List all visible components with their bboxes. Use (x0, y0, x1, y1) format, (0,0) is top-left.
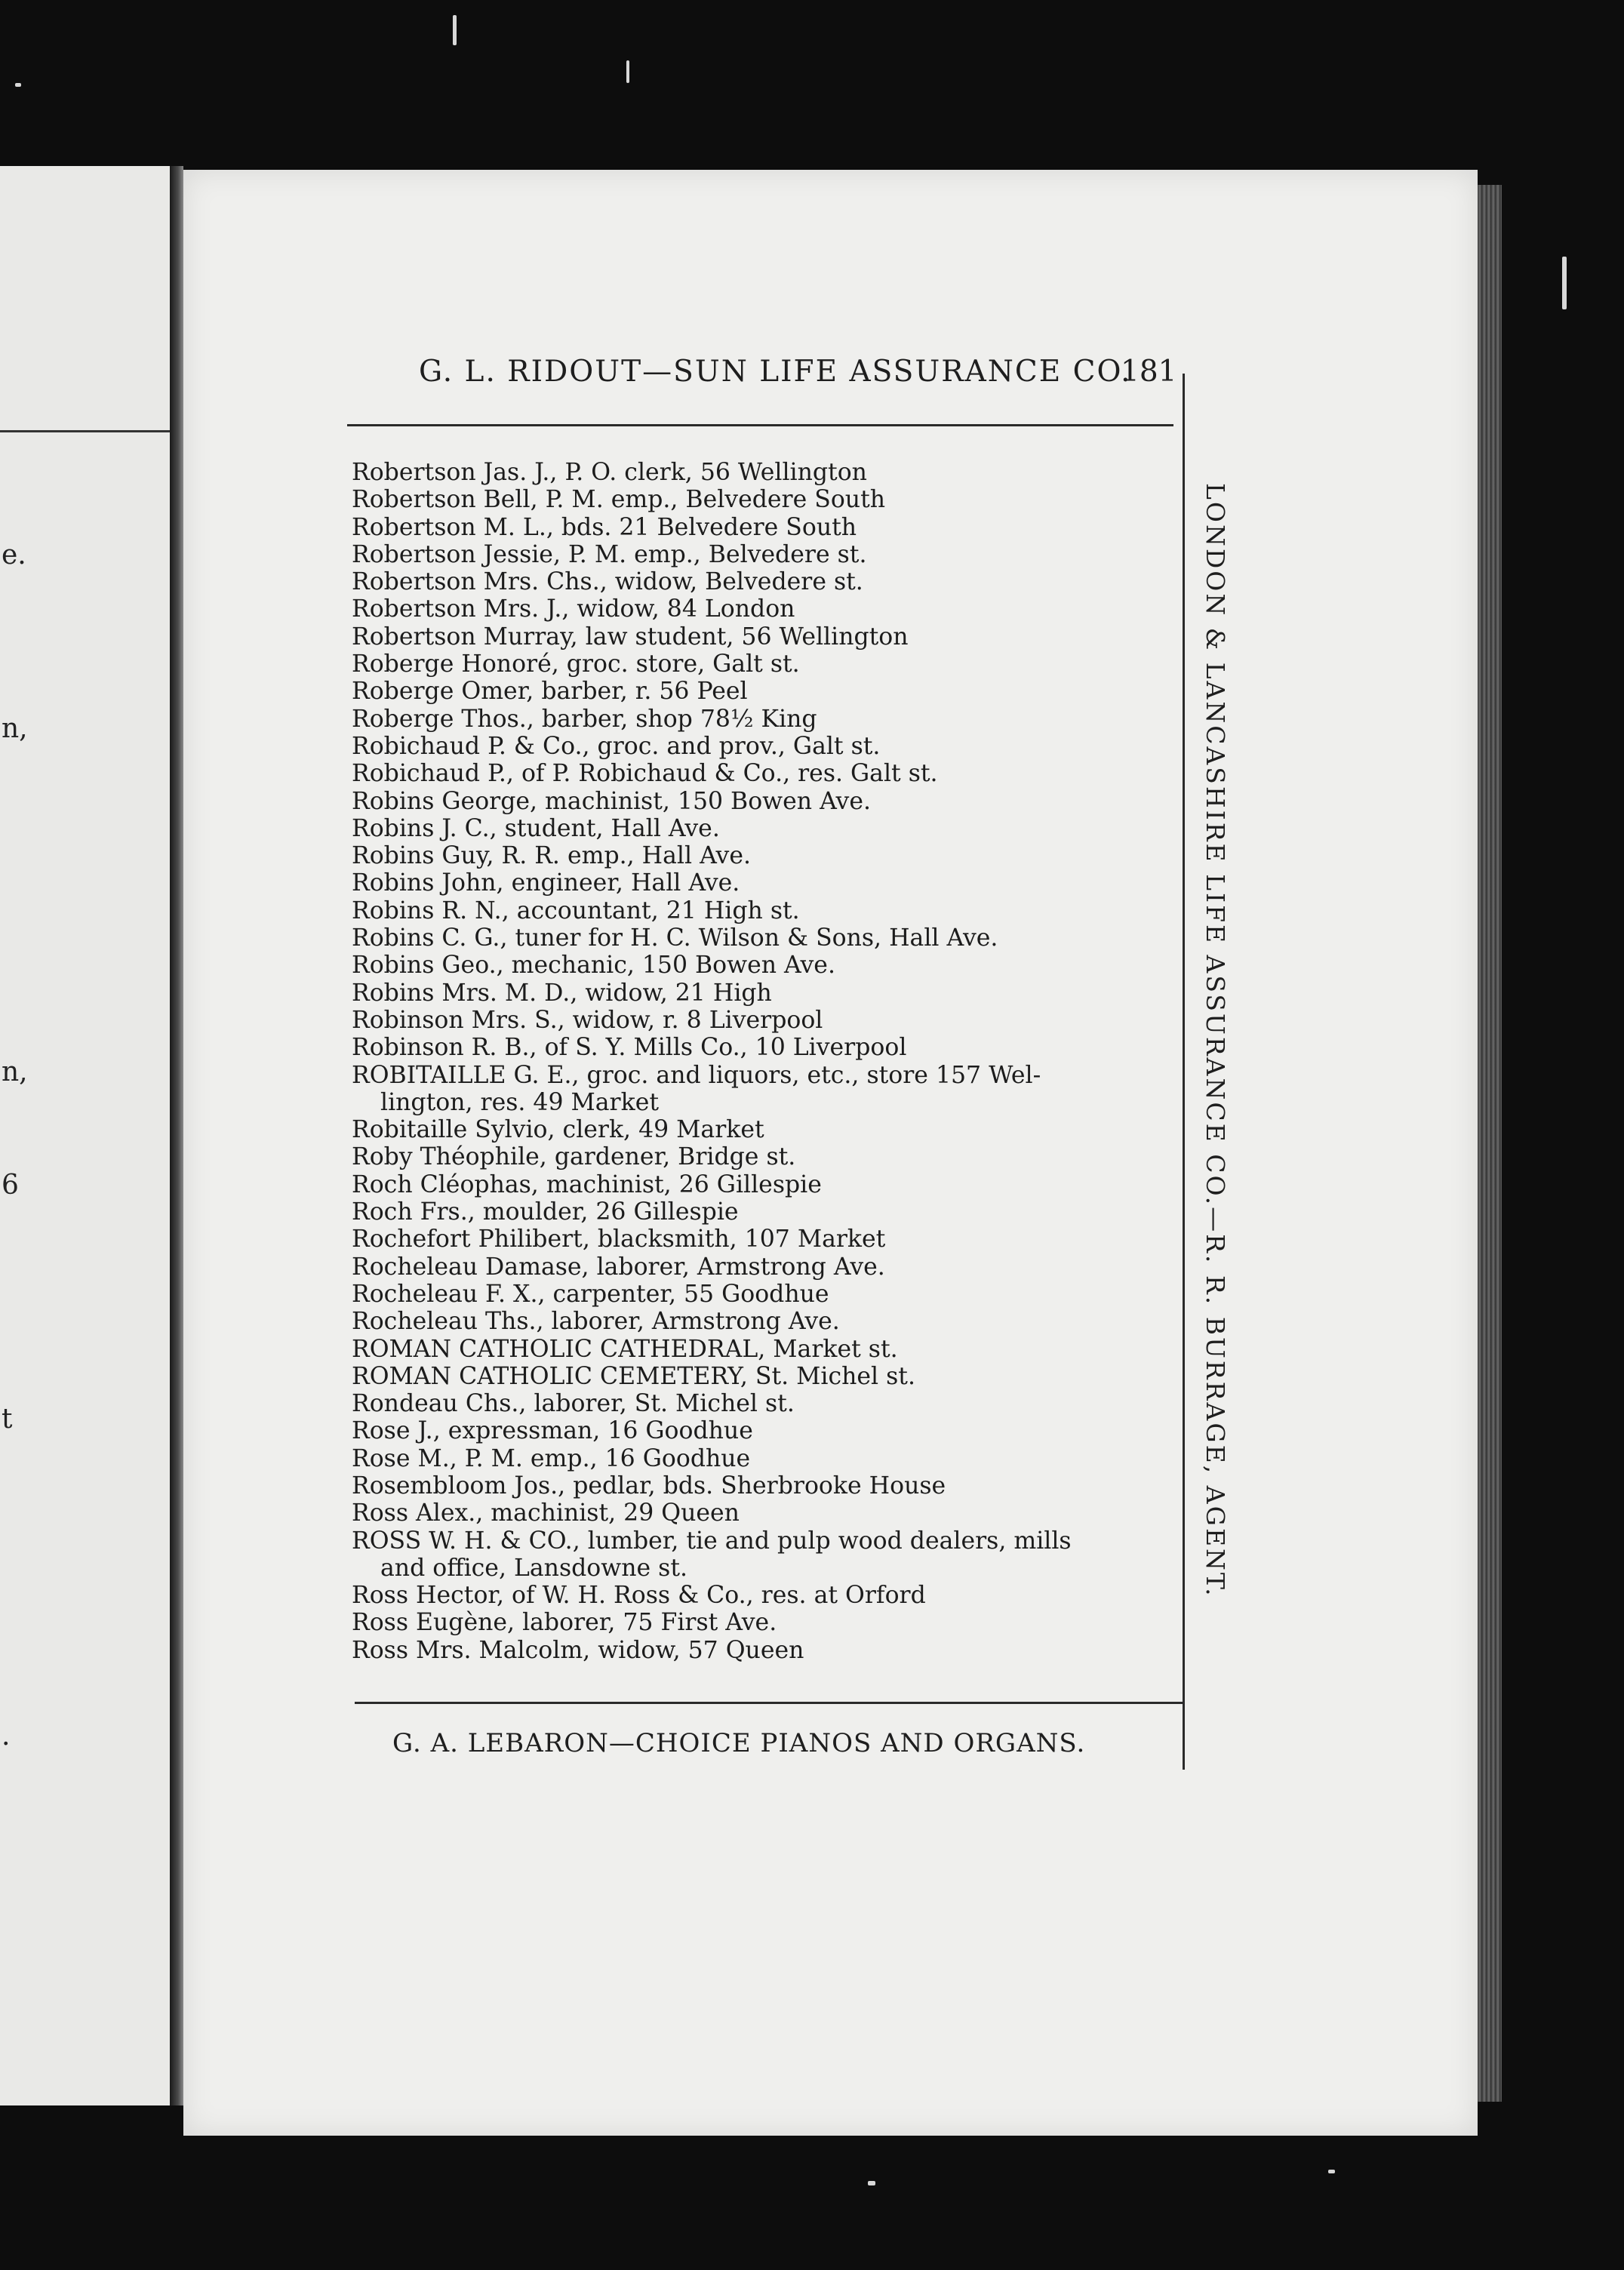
dust-speck (868, 2181, 875, 2185)
dust-speck (453, 15, 457, 45)
directory-entry: Robins J. C., student, Hall Ave. (352, 814, 720, 842)
directory-entry: Robertson Mrs. J., widow, 84 London (352, 595, 795, 623)
directory-entry-continuation: lington, res. 49 Market (380, 1088, 660, 1116)
dust-speck (15, 83, 21, 87)
directory-entry: Robertson Murray, law student, 56 Wellington (352, 623, 909, 651)
dust-speck (1562, 257, 1567, 309)
dust-speck (626, 60, 629, 83)
directory-entry: Robertson Mrs. Chs., widow, Belvedere st. (352, 568, 863, 596)
directory-entry: Rochefort Philibert, blacksmith, 107 Market (352, 1226, 886, 1253)
running-header: G. L. RIDOUT—SUN LIFE ASSURANCE CO. (419, 355, 1132, 389)
directory-entry: Robins R. N., accountant, 21 High st. (352, 897, 800, 924)
directory-entry: Roberge Omer, barber, r. 56 Peel (352, 678, 748, 706)
left-fragment-4: 6 (2, 1170, 19, 1201)
directory-entry: Roby Théophile, gardener, Bridge st. (352, 1143, 796, 1171)
directory-entry: Robertson Jessie, P. M. emp., Belvedere st. (352, 540, 867, 568)
left-fragment-5: t (2, 1404, 13, 1435)
page-number: 181 (1121, 355, 1177, 389)
page-footer: G. A. LEBARON—CHOICE PIANOS AND ORGANS. (392, 1728, 1086, 1758)
directory-entry: Robertson M. L., bds. 21 Belvedere South (352, 513, 857, 541)
directory-listing (352, 459, 1186, 1664)
directory-entry: ROMAN CATHOLIC CATHEDRAL, Market st. (352, 1335, 898, 1363)
directory-entry: Rondeau Chs., laborer, St. Michel st. (352, 1390, 795, 1418)
left-fragment-2: n, (2, 713, 28, 744)
directory-entry-continuation: and office, Lansdowne st. (380, 1554, 687, 1582)
left-page-rule (0, 430, 170, 432)
directory-entry: Rose J., expressman, 16 Goodhue (352, 1417, 753, 1445)
directory-entry: Robins C. G., tuner for H. C. Wilson & Sons, Hall Ave. (352, 924, 998, 952)
directory-entry: Robertson Bell, P. M. emp., Belvedere South (352, 486, 886, 514)
directory-entry: Rose M., P. M. emp., 16 Goodhue (352, 1444, 751, 1472)
directory-entry: Robertson Jas. J., P. O. clerk, 56 Wellington (352, 459, 867, 486)
dust-speck (1328, 2170, 1335, 2173)
directory-entry: Robichaud P., of P. Robichaud & Co., res. Galt st. (352, 760, 938, 788)
directory-entry: Ross Eugène, laborer, 75 First Ave. (352, 1609, 777, 1637)
directory-entry: Roch Frs., moulder, 26 Gillespie (352, 1198, 739, 1226)
footer-rule (355, 1702, 1185, 1704)
page-edge-stack (1478, 185, 1502, 2102)
left-fragment-3: n, (2, 1057, 28, 1087)
directory-entry: ROMAN CATHOLIC CEMETERY, St. Michel st. (352, 1362, 915, 1390)
directory-entry: Robinson R. B., of S. Y. Mills Co., 10 Liverpool (352, 1034, 907, 1062)
directory-entry: Roch Cléophas, machinist, 26 Gillespie (352, 1170, 822, 1198)
side-advertisement: LONDON & LANCASHIRE LIFE ASSURANCE CO.—R. R. BURRAGE, AGENT. (1201, 483, 1230, 1598)
left-fragment-1: e. (2, 540, 26, 571)
directory-entry: Ross Alex., machinist, 29 Queen (352, 1499, 740, 1527)
directory-entry: Rosembloom Jos., pedlar, bds. Sherbrooke House (352, 1472, 946, 1499)
directory-entry: Robinson Mrs. S., widow, r. 8 Liverpool (352, 1006, 823, 1034)
directory-entry: Robichaud P. & Co., groc. and prov., Galt st. (352, 732, 881, 760)
directory-entry: Roberge Honoré, groc. store, Galt st. (352, 651, 800, 678)
directory-entry: ROBITAILLE G. E., groc. and liquors, etc., store 157 Wel- (352, 1061, 1041, 1089)
directory-entry: Robins Geo., mechanic, 150 Bowen Ave. (352, 952, 835, 980)
directory-entry: ROSS W. H. & CO., lumber, tie and pulp wood dealers, mills (352, 1527, 1072, 1555)
directory-entry: Ross Mrs. Malcolm, widow, 57 Queen (352, 1636, 804, 1664)
directory-entry: Rocheleau F. X., carpenter, 55 Goodhue (352, 1280, 829, 1308)
directory-entry: Rocheleau Damase, laborer, Armstrong Ave. (352, 1253, 885, 1281)
directory-entry: Robitaille Sylvio, clerk, 49 Market (352, 1116, 764, 1144)
left-fragment-6: . (2, 1721, 11, 1752)
book-gutter (170, 166, 183, 2105)
directory-entry: Rocheleau Ths., laborer, Armstrong Ave. (352, 1308, 840, 1336)
directory-entry: Ross Hector, of W. H. Ross & Co., res. at Orford (352, 1582, 926, 1610)
directory-entry: Robins Mrs. M. D., widow, 21 High (352, 979, 772, 1007)
directory-entry: Robins John, engineer, Hall Ave. (352, 869, 740, 897)
directory-entry: Robins Guy, R. R. emp., Hall Ave. (352, 842, 752, 870)
directory-entry: Roberge Thos., barber, shop 78½ King (352, 705, 817, 733)
directory-entry: Robins George, machinist, 150 Bowen Ave. (352, 787, 871, 815)
left-page-fragment (0, 166, 170, 2105)
header-rule (347, 424, 1173, 426)
